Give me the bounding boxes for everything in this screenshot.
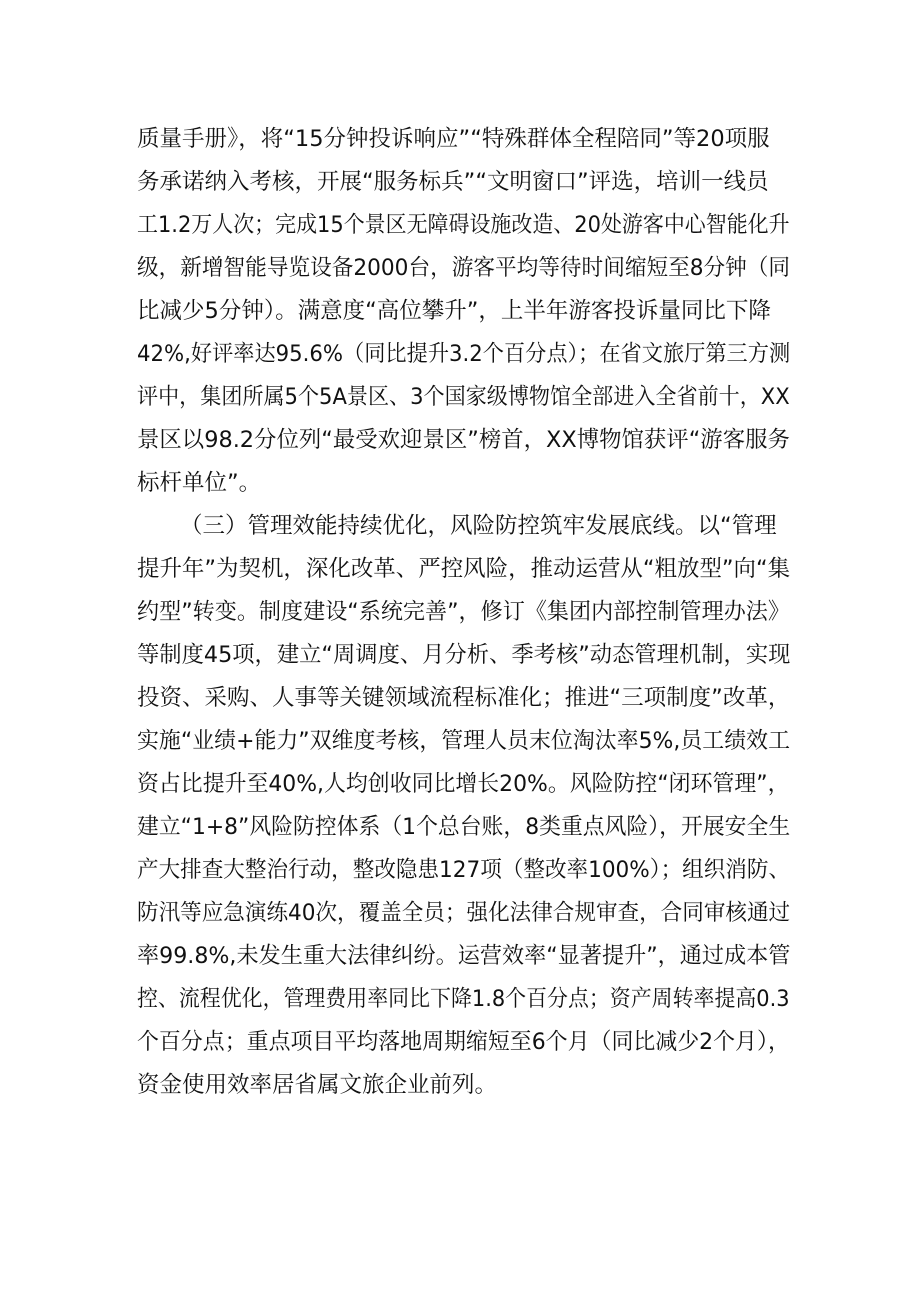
section-heading-line: （三）管理效能持续优化，风险防控筑牢发展底线。以“管理 <box>180 513 777 539</box>
text-line-5: 比减少5分钟）。满意度“高位攀升”，上半年游客投诉量同比下降 <box>137 298 771 324</box>
text-line-22: 个百分点；重点项目平均落地周期缩短至6个月（同比减少2个月）， <box>137 1029 790 1055</box>
text-line-14: 投资、采购、人事等关键领域流程标准化；推进“三项制度”改革， <box>137 685 791 711</box>
text-line-1: 质量手册》，将“15分钟投诉响应”“特殊群体全程陪同”等20项服 <box>137 126 770 152</box>
text-line-15: 实施“业绩+能力”双维度考核，管理人员末位淘汰率5%,员工绩效工 <box>137 728 791 754</box>
text-line-19: 防汛等应急演练40次，覆盖全员；强化法律合规审查，合同审核通过 <box>137 900 791 926</box>
text-line-7: 评中，集团所属5个5A景区、3个国家级博物馆全部进入全省前十，XX <box>137 384 790 410</box>
text-line-12: 约型”转变。制度建设“系统完善”，修订《集团内部控制管理办法》 <box>137 599 790 625</box>
text-line-21: 控、流程优化，管理费用率同比下降1.8个百分点；资产周转率提高0.3 <box>137 986 790 1012</box>
text-line-3: 工1.2万人次；完成15个景区无障碍设施改造、20处游客中心智能化升 <box>137 212 790 238</box>
text-line-17: 建立“1+8”风险防控体系（1个总台账，8类重点风险），开展安全生 <box>137 814 791 840</box>
text-line-4: 级，新增智能导览设备2000台，游客平均等待时间缩短至8分钟（同 <box>137 255 791 281</box>
text-line-13: 等制度45项，建立“周调度、月分析、季考核”动态管理机制，实现 <box>137 642 791 668</box>
text-line-11: 提升年”为契机，深化改革、严控风险，推动运营从“粗放型”向“集 <box>137 556 791 582</box>
text-line-23: 资金使用效率居省属文旅企业前列。 <box>137 1072 498 1098</box>
text-line-16: 资占比提升至40%,人均创收同比增长20%。风险防控“闭环管理”， <box>137 771 790 797</box>
text-line-20: 率99.8%,未发生重大法律纠纷。运营效率“显著提升”，通过成本管 <box>137 943 791 969</box>
text-line-6: 42%,好评率达95.6%（同比提升3.2个百分点）；在省文旅厅第三方测 <box>137 341 791 367</box>
text-line-9: 标杆单位”。 <box>137 470 262 496</box>
text-line-8: 景区以98.2分位列“最受欢迎景区”榜首，XX博物馆获评“游客服务 <box>137 427 790 453</box>
text-line-2: 务承诺纳入考核，开展“服务标兵”“文明窗口”评选，培训一线员 <box>137 169 769 195</box>
text-line-18: 产大排查大整治行动，整改隐患127项（整改率100%）；组织消防、 <box>137 857 791 883</box>
